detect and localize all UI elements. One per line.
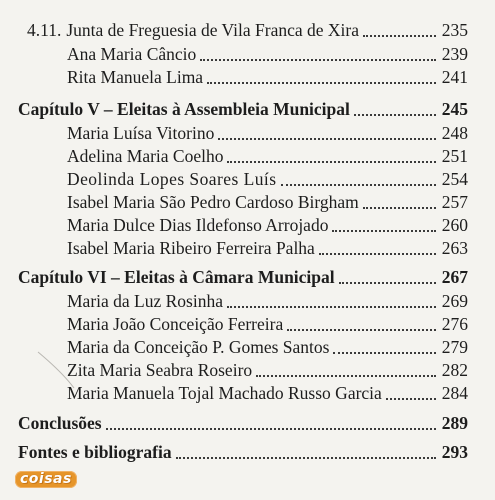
- toc-entry: [67, 214, 468, 236]
- page-number: 279: [441, 337, 468, 357]
- section-title: Fontes e bibliografia: [18, 442, 172, 462]
- dot-leader: [207, 81, 436, 84]
- dot-leader: [333, 351, 435, 354]
- page-number: 293: [441, 442, 468, 462]
- dot-leader: [218, 137, 435, 140]
- page-number: 239: [441, 44, 468, 64]
- page-number: 276: [441, 314, 468, 334]
- toc-entry: [67, 359, 468, 381]
- toc-entry: [67, 290, 468, 312]
- page-number: 235: [441, 20, 468, 40]
- section-title: Conclusões: [18, 413, 102, 433]
- dot-leader: [200, 58, 435, 61]
- dot-leader: [319, 252, 436, 255]
- entry-title: Deolinda Lopes Soares Luís: [67, 169, 277, 189]
- dot-leader: [332, 229, 435, 232]
- toc-entry: [67, 145, 468, 167]
- entry-title: Maria da Luz Rosinha: [67, 291, 223, 311]
- toc-chapter-heading: [18, 98, 468, 120]
- watermark-logo: coisas: [15, 471, 77, 488]
- section-number: 4.11.: [27, 20, 62, 40]
- toc-section-heading: [18, 441, 468, 463]
- page-number: 257: [441, 192, 468, 212]
- entry-title: Maria Luísa Vitorino: [67, 123, 215, 143]
- toc-entry-section: [27, 19, 468, 41]
- toc-entry: [67, 191, 468, 213]
- toc-section-heading: [18, 412, 468, 434]
- page-number: 263: [441, 238, 468, 258]
- dot-leader: [339, 281, 436, 284]
- entry-title: Maria da Conceição P. Gomes Santos: [67, 337, 330, 357]
- chapter-title: Capítulo VI – Eleitas à Câmara Municipal: [18, 267, 335, 287]
- chapter-title: Capítulo V – Eleitas à Assembleia Municipal: [18, 99, 350, 119]
- dot-leader: [386, 397, 436, 400]
- page-number: 254: [441, 169, 468, 189]
- dot-leader: [363, 34, 436, 37]
- dot-leader: [256, 374, 436, 377]
- page-number: 245: [441, 99, 468, 119]
- page-number: 260: [441, 215, 468, 235]
- toc-entry: [67, 122, 468, 144]
- dot-leader: [281, 183, 436, 186]
- entry-title: Isabel Maria Ribeiro Ferreira Palha: [67, 238, 315, 258]
- dot-leader: [354, 113, 436, 116]
- dot-leader: [227, 160, 435, 163]
- toc-entry: [67, 43, 468, 65]
- entry-title: Maria Dulce Dias Ildefonso Arrojado: [67, 215, 329, 235]
- dot-leader: [106, 427, 436, 430]
- page-number: 248: [441, 123, 468, 143]
- entry-title: Maria João Conceição Ferreira: [67, 314, 284, 334]
- page-number: 282: [441, 360, 468, 380]
- toc-entry: [67, 336, 468, 358]
- entry-title: Junta de Freguesia de Vila Franca de Xira: [66, 20, 359, 40]
- dot-leader: [363, 206, 436, 209]
- entry-title: Zita Maria Seabra Roseiro: [67, 360, 253, 380]
- toc-chapter-heading: [18, 266, 468, 288]
- dot-leader: [287, 328, 436, 331]
- toc-entry: [67, 66, 468, 88]
- entry-title: Isabel Maria São Pedro Cardoso Birgham: [67, 192, 359, 212]
- page-number: 289: [441, 413, 468, 433]
- toc-entry: [67, 168, 468, 190]
- entry-title: Maria Manuela Tojal Machado Russo Garcia: [67, 383, 382, 403]
- page-number: 251: [441, 146, 468, 166]
- toc-entry: [67, 313, 468, 335]
- entry-title: Ana Maria Câncio: [67, 44, 197, 64]
- page-number: 269: [441, 291, 468, 311]
- page-number: 241: [441, 67, 468, 87]
- toc-entry: [67, 382, 468, 404]
- entry-title: Adelina Maria Coelho: [67, 146, 224, 166]
- page-number: 284: [441, 383, 468, 403]
- dot-leader: [176, 456, 436, 459]
- page-number: 267: [441, 267, 468, 287]
- entry-title: Rita Manuela Lima: [67, 67, 204, 87]
- dot-leader: [227, 305, 436, 308]
- toc-entry: [67, 237, 468, 259]
